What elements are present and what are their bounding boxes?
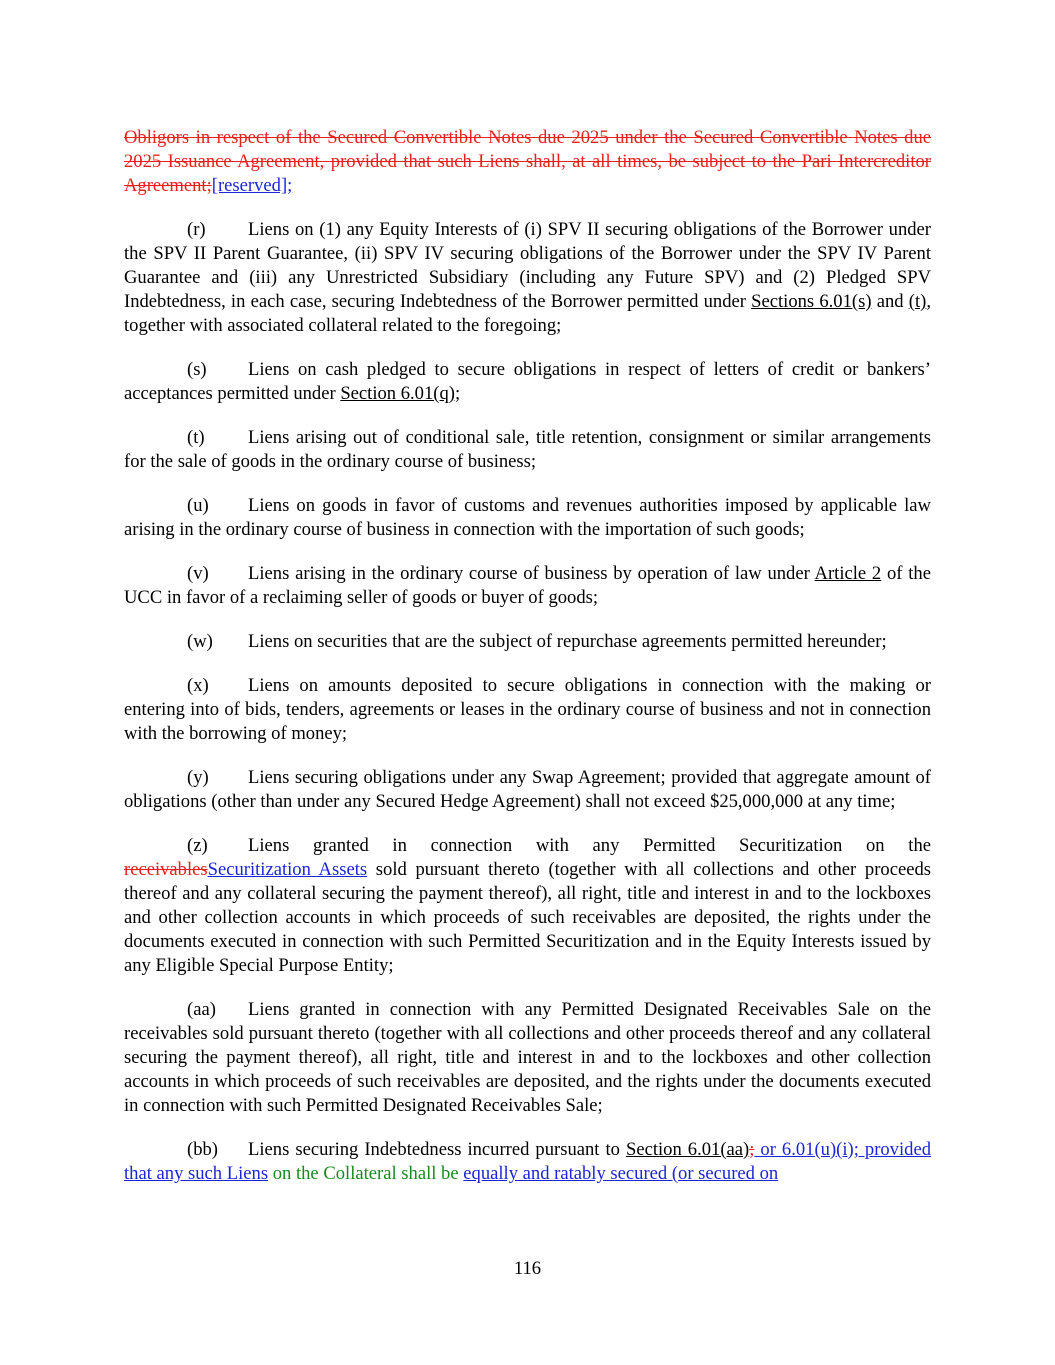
clause-text: Liens on cash pledged to secure obligations in respect of letters of credit or bankers’ acceptances permitted under: [124, 359, 931, 404]
section-reference: Section 6.01(aa): [625, 1139, 750, 1160]
clause-text: Liens arising in the ordinary course of business by operation of law under: [248, 563, 815, 584]
clause-s: [124, 358, 931, 406]
inserted-text: equally and ratably secured (or secured on: [463, 1163, 779, 1184]
clause-text: and: [871, 291, 909, 312]
clause-t: [124, 426, 931, 474]
clause-label: (s): [187, 359, 207, 380]
section-reference: Sections 6.01(s): [751, 291, 872, 312]
continuation-paragraph: [124, 126, 931, 198]
document-page: [124, 126, 931, 1206]
clause-text: Liens on goods in favor of customs and revenues authorities imposed by applicable law arising in the ordinary course of business in connection with the importation of such goods;: [124, 495, 931, 540]
page-number: 116: [513, 1258, 542, 1279]
section-reference: Section 6.01(q): [340, 383, 455, 404]
clause-r: [124, 218, 931, 338]
inserted-text: [reserved];: [211, 175, 293, 196]
clause-text: Liens securing obligations under any Swap Agreement; provided that aggregate amount of obligations (other than under any Secured Hedge Agreement) shall not exceed $25,000,000 at any time;: [124, 767, 931, 812]
clause-text: Liens securing Indebtedness incurred pursuant to: [248, 1139, 626, 1160]
clause-text: , together with associated collateral related to the foregoing;: [124, 291, 931, 336]
section-reference: Article 2: [814, 563, 882, 584]
deleted-text: Obligors in respect of the Secured Convertible Notes due 2025 under the Secured Convertible Notes due 2025 Issuance Agreement, provided that such Liens shall, at all times, be subject to the Pari Intercreditor Agreement;: [124, 127, 931, 196]
inserted-text: or 6.01(u)(i); provided that any such Liens: [124, 1139, 931, 1184]
clause-label: (z): [187, 835, 208, 856]
clause-text: Liens on (1) any Equity Interests of (i) SPV II securing obligations of the Borrower under the SPV II Parent Guarantee, (ii) SPV IV securing obligations of the Borrower under the SPV IV Parent Guarantee and (iii) any Unrestricted Subsidiary (including any Future SPV) and (2) Pledged SPV Indebtedness, in each case, securing Indebtedness of the Borrower permitted under: [124, 219, 931, 312]
clause-text: ;: [454, 383, 461, 404]
clause-text: Liens granted in connection with any Permitted Securitization on the: [248, 835, 931, 856]
section-reference: (t): [908, 291, 927, 312]
clause-label: (t): [187, 427, 205, 448]
clause-text: Liens granted in connection with any Permitted Designated Receivables Sale on the receivables sold pursuant thereto (together with all collections and other proceeds thereof and any collateral securing the payment thereof), all right, title and interest in and to the lockboxes and other collection accounts in which proceeds of such receivables are deposited, and the rights under the documents executed in connection with such Permitted Designated Receivables Sale;: [124, 999, 931, 1116]
clause-label: (aa): [187, 999, 216, 1020]
clause-u: [124, 494, 931, 542]
clause-text: of the UCC in favor of a reclaiming seller of goods or buyer of goods;: [124, 563, 931, 608]
clause-label: (u): [187, 495, 209, 516]
clause-text: Liens arising out of conditional sale, title retention, consignment or similar arrangements for the sale of goods in the ordinary course of business;: [124, 427, 931, 472]
clause-w: [124, 630, 931, 654]
clause-label: (r): [187, 219, 206, 240]
clause-text: Liens on securities that are the subject of repurchase agreements permitted hereunder;: [248, 631, 887, 652]
deleted-text: ;: [749, 1139, 755, 1160]
moved-text: on the Collateral shall be: [268, 1163, 464, 1184]
clause-label: (x): [187, 675, 209, 696]
clause-x: [124, 674, 931, 746]
clause-label: (y): [187, 767, 209, 788]
clause-aa: [124, 998, 931, 1118]
inserted-text: Securitization Assets: [207, 859, 368, 880]
clause-bb: [124, 1138, 931, 1186]
clause-v: [124, 562, 931, 610]
clause-text: sold pursuant thereto (together with all collections and other proceeds thereof and any collateral securing the payment thereof), all right, title and interest in and to the lockboxes and other collection accounts in which proceeds of such receivables are deposited, the rights under the documents executed in connection with such Permitted Securitization and in the Equity Interests issued by any Eligible Special Purpose Entity;: [124, 859, 931, 976]
deleted-text: receivables: [124, 859, 208, 880]
clause-y: [124, 766, 931, 814]
clause-label: (w): [187, 631, 213, 652]
clause-label: (bb): [187, 1139, 218, 1160]
clause-text: Liens on amounts deposited to secure obligations in connection with the making or entering into of bids, tenders, agreements or leases in the ordinary course of business and not in connection with the borrowing of money;: [124, 675, 931, 744]
clause-label: (v): [187, 563, 209, 584]
clause-z: [124, 834, 931, 978]
